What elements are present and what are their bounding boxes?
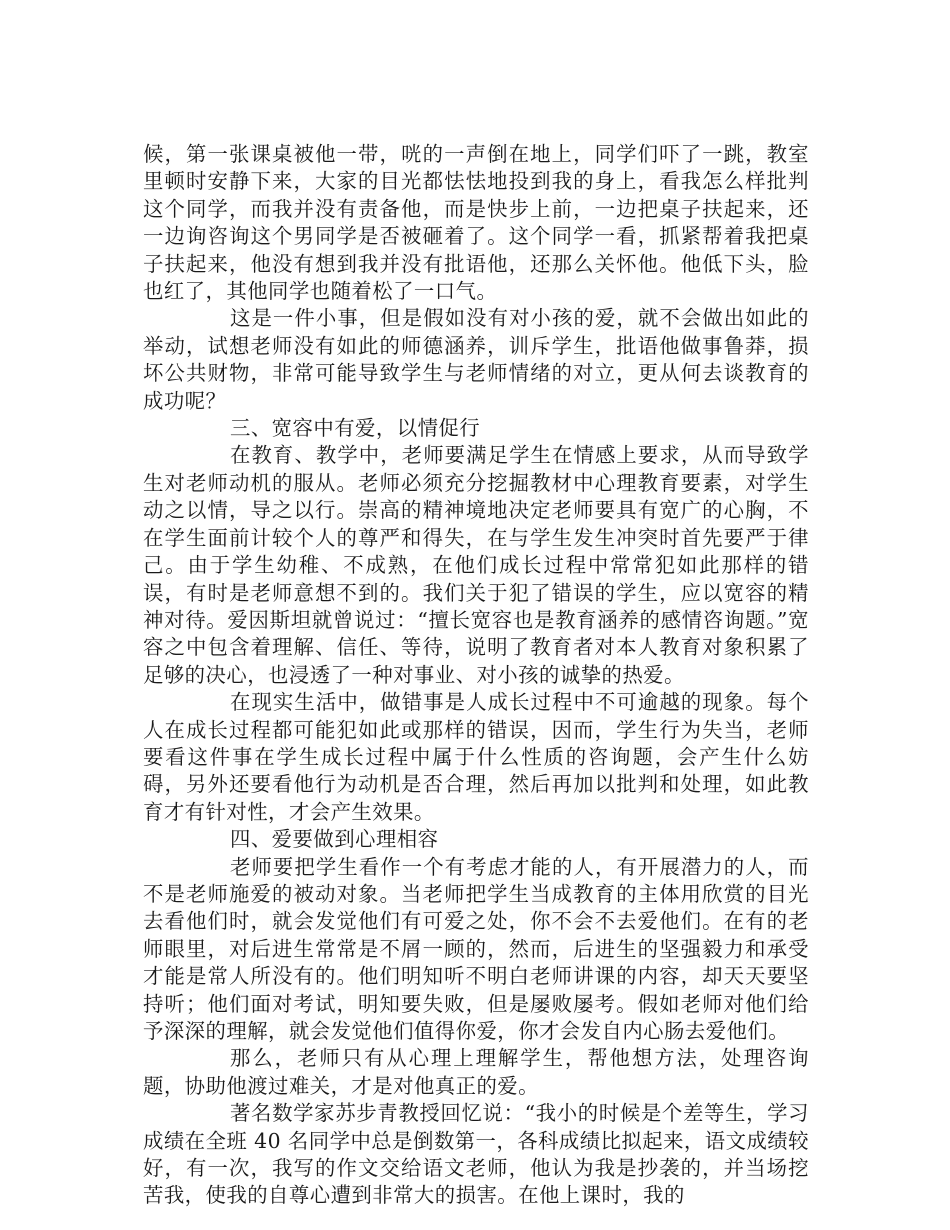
paragraph-continuation: 候，第一张课桌被他一带，咣的一声倒在地上，同学们吓了一跳，教室里顿时安静下来，大家的目光都怯怯地投到我的身上，看我怎么样批判这个同学，而我并没有责备他，而是快步上前，一边把桌子扶起来，还一边询咨询这个男同学是否被砸着了。这个同学一看，抓紧帮着我把桌子扶起来，他没有想到我并没有批语他，还那么关怀他。他低下头，脸也红了，其他同学也随着松了一口气。 bbox=[143, 142, 809, 304]
section-heading-4: 四、爱要做到心理相容 bbox=[230, 827, 439, 852]
paragraph-tolerance: 在教育、教学中，老师要满足学生在情感上要求，从而导致学生对老师动机的服从。老师必须充分挖掘教材中心理教育要素，对学生动之以情，导之以行。崇高的精神境地决定老师要具有宽广的心胸，不在学生面前计较个人的尊严和得失，在与学生发生冲突时首先要严于律己。由于学生幼稚、不成熟，在他们成长过程中常常犯如此那样的错误，有时是老师意想不到的。我们关于犯了错误的学生，应以宽容的精神对待。爱因斯坦就曾说过：“擅长宽容也是教育涵养的感情咨询题。”宽容之中包含着理解、信任、等待，说明了教育者对本人教育对象积累了足够的决心，也浸透了一种对事业、对小孩的诚挚的热爱。 bbox=[143, 443, 809, 687]
paragraph-teacher-view: 老师要把学生看作一个有考虑才能的人，有开展潜力的人，而不是老师施爱的被动对象。当老师把学生当成教育的主体用欣赏的目光去看他们时，就会发觉他们有可爱之处，你不会不去爱他们。在有的老师眼里，对后进生常常是不屑一顾的，然而，后进生的坚强毅力和承受才能是常人所没有的。他们明知听不明白老师讲课的内容，却天天要坚持听；他们面对考试，明知要失败，但是屡败屡考。假如老师对他们给予深深的理解，就会发觉他们值得你爱，你才会发自内心肠去爱他们。 bbox=[143, 854, 809, 1043]
paragraph-small-matter: 这是一件小事，但是假如没有对小孩的爱，就不会做出如此的举动，试想老师没有如此的师德涵养，训斥学生，批语他做事鲁莽，损坏公共财物，非常可能导致学生与老师情绪的对立，更从何去谈教育的成功呢？ bbox=[143, 306, 809, 413]
paragraph-understand: 那么，老师只有从心理上理解学生，帮他想方法，处理咨询题，协助他渡过难关，才是对他真正的爱。 bbox=[143, 1046, 809, 1098]
section-heading-3: 三、宽容中有爱，以情促行 bbox=[230, 416, 481, 441]
paragraph-su-buqing: 著名数学家苏步青教授回忆说：“我小的时候是个差等生，学习成绩在全班 40 名同学中总是倒数第一，各科成绩比拟起来，语文成绩较好，有一次，我写的作文交给语文老师，他认为我是抄袭的，并当场挖苦我，使我的自尊心遭到非常大的损害。在他上课时，我的 bbox=[143, 1101, 809, 1208]
document-body bbox=[143, 141, 809, 1210]
paragraph-real-life: 在现实生活中，做错事是人成长过程中不可逾越的现象。每个人在成长过程都可能犯如此或那样的错误，因而，学生行为失当，老师要看这件事在学生成长过程中属于什么性质的咨询题，会产生什么妨碍，另外还要看他行为动机是否合理，然后再加以批判和处理，如此教育才有针对性，才会产生效果。 bbox=[143, 690, 809, 824]
